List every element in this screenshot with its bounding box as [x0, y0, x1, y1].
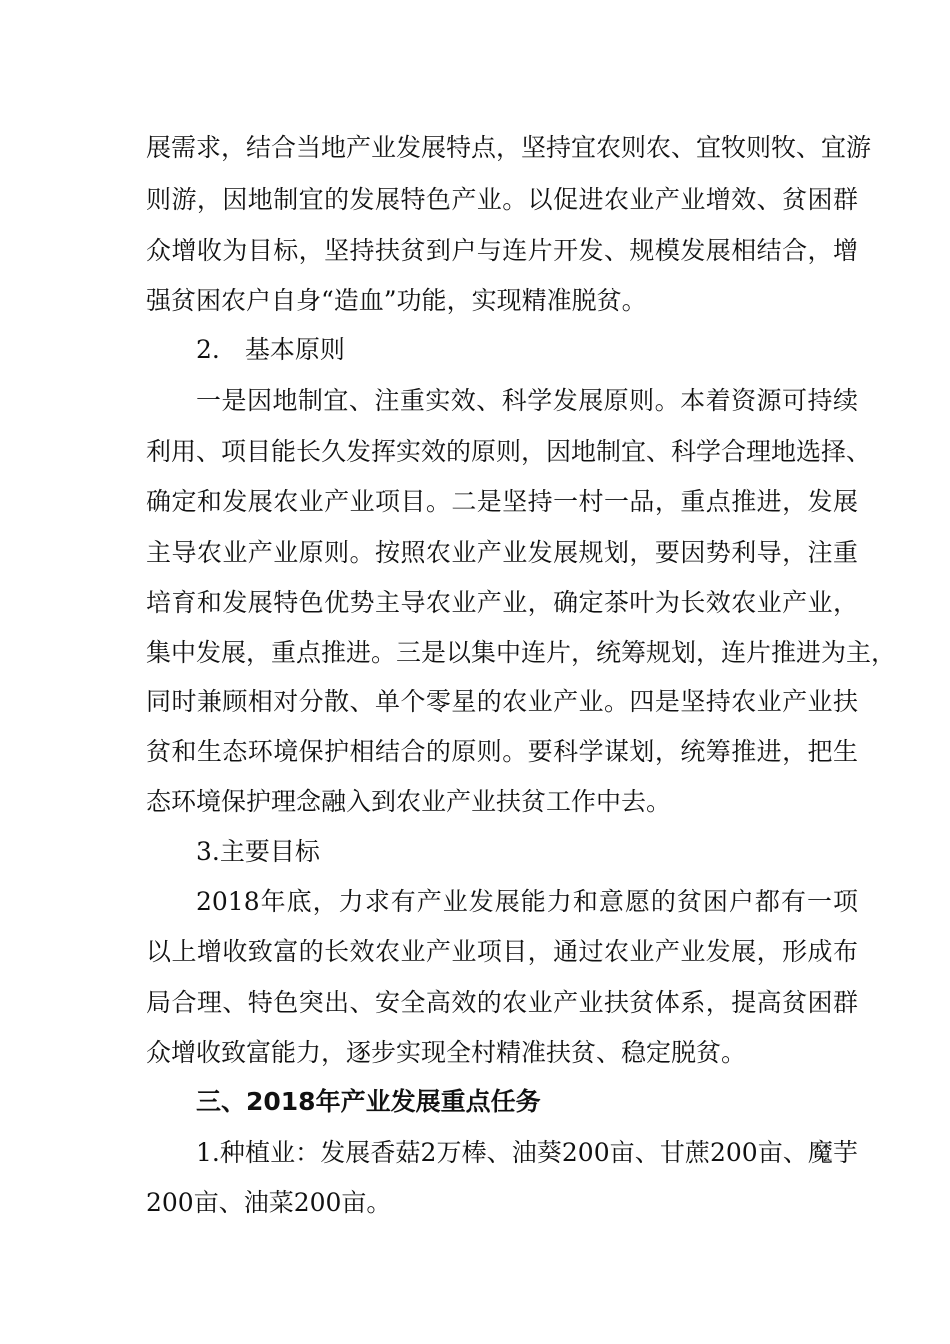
section-subheading: 3.主要目标	[196, 837, 320, 866]
body-text-line: 确定和发展农业产业项目。二是坚持一村一品，重点推进，发展	[146, 487, 858, 516]
body-text-line: 培育和发展特色优势主导农业产业，确定茶叶为长效农业产业，	[146, 588, 858, 617]
body-text-line: 贫和生态环境保护相结合的原则。要科学谋划，统筹推进，把生	[146, 737, 858, 766]
body-text-line: 展需求，结合当地产业发展特点，坚持宜农则农、宜牧则牧、宜游	[146, 133, 872, 162]
body-text-line: 以上增收致富的长效农业产业项目，通过农业产业发展，形成布	[146, 937, 858, 966]
section-subheading: 2. 基本原则	[196, 335, 345, 364]
body-text-line: 同时兼顾相对分散、单个零星的农业产业。四是坚持农业产业扶	[146, 687, 858, 716]
body-text-line: 利用、项目能长久发挥实效的原则，因地制宜、科学合理地选择、	[146, 437, 872, 466]
body-text-line: 则游，因地制宜的发展特色产业。以促进农业产业增效、贫困群	[146, 185, 858, 214]
body-text-line: 局合理、特色突出、安全高效的农业产业扶贫体系，提高贫困群	[146, 988, 858, 1017]
body-text-line: 众增收为目标，坚持扶贫到户与连片开发、规模发展相结合，增	[146, 236, 858, 265]
body-text-line: 200亩、油菜200亩。	[146, 1188, 392, 1217]
body-text-line: 集中发展，重点推进。三是以集中连片，统筹规划，连片推进为主，	[146, 638, 897, 667]
body-text-line: 2018年底，力求有产业发展能力和意愿的贫困户都有一项	[196, 887, 858, 916]
body-text-line: 一是因地制宜、注重实效、科学发展原则。本着资源可持续	[196, 386, 858, 415]
section-heading: 三、2018年产业发展重点任务	[196, 1087, 541, 1116]
body-text-line: 1.种植业：发展香菇2万棒、油葵200亩、甘蔗200亩、魔芋	[196, 1138, 858, 1167]
body-text-line: 众增收致富能力，逐步实现全村精准扶贫、稳定脱贫。	[146, 1038, 747, 1067]
body-text-line: 主导农业产业原则。按照农业产业发展规划，要因势利导，注重	[146, 538, 858, 567]
body-text-line: 强贫困农户自身“造血”功能，实现精准脱贫。	[146, 286, 647, 315]
body-text-line: 态环境保护理念融入到农业产业扶贫工作中去。	[146, 787, 672, 816]
